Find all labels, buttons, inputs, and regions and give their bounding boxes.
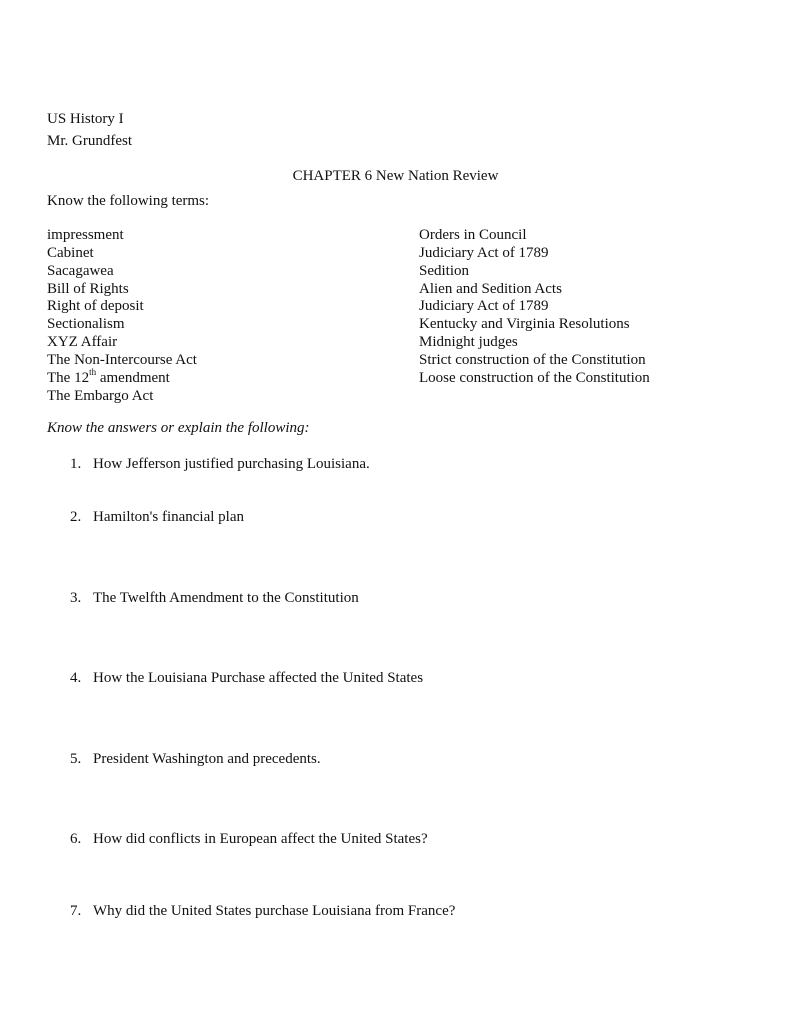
term-item: impressment xyxy=(47,227,124,243)
term-item: The Embargo Act xyxy=(47,387,154,404)
question-number: 7. xyxy=(70,903,82,919)
question-number: 3. xyxy=(70,590,82,606)
question-number: 5. xyxy=(70,751,82,767)
term-item: Loose construction of the Constitution xyxy=(419,369,650,386)
term-item: The Non-Intercourse Act xyxy=(47,351,197,368)
term-item: Alien and Sedition Acts xyxy=(419,280,562,297)
term-item: Strict construction of the Constitution xyxy=(419,351,646,368)
term-item: Midnight judges xyxy=(419,334,518,351)
course-name: US History I xyxy=(47,111,124,127)
question-text: How did conflicts in European affect the United States? xyxy=(93,831,428,847)
term-item: Bill of Rights xyxy=(47,280,129,297)
question-text: The Twelfth Amendment to the Constitution xyxy=(93,590,359,606)
term-item: XYZ Affair xyxy=(47,334,118,351)
term-12th-suffix: amendment xyxy=(96,369,170,386)
term-item-12th-amendment xyxy=(47,366,197,388)
term-item: Right of deposit xyxy=(47,298,144,315)
term-item: Sectionalism xyxy=(47,316,125,333)
question-text: Hamilton's financial plan xyxy=(93,509,244,525)
question-number: 4. xyxy=(70,670,82,686)
page-title: CHAPTER 6 New Nation Review xyxy=(292,168,499,184)
term-item: Orders in Council xyxy=(419,227,527,243)
term-item: Kentucky and Virginia Resolutions xyxy=(419,316,630,333)
teacher-name: Mr. Grundfest xyxy=(47,133,132,149)
term-item: Judiciary Act of 1789 xyxy=(419,298,549,315)
question-item xyxy=(70,508,244,526)
terms-intro: Know the following terms: xyxy=(47,193,210,209)
question-text: How Jefferson justified purchasing Louisiana. xyxy=(93,456,370,472)
terms-right-column xyxy=(419,227,650,388)
question-number: 2. xyxy=(70,509,82,525)
questions-intro: Know the answers or explain the following: xyxy=(47,420,310,436)
question-item xyxy=(70,669,423,687)
term-12th-prefix: The 12 xyxy=(47,369,90,386)
terms-left-column xyxy=(47,227,197,405)
question-text: President Washington and precedents. xyxy=(93,751,321,767)
question-item xyxy=(70,902,455,920)
term-12th-superscript: th xyxy=(89,366,97,377)
term-item: Judiciary Act of 1789 xyxy=(419,244,549,261)
question-number: 6. xyxy=(70,831,82,847)
question-text: Why did the United States purchase Louisiana from France? xyxy=(93,903,456,919)
question-item xyxy=(70,830,428,848)
term-item: Cabinet xyxy=(47,244,94,261)
term-item: Sedition xyxy=(419,262,470,279)
question-item xyxy=(70,750,321,768)
question-number: 1. xyxy=(70,456,82,472)
question-item xyxy=(70,589,359,607)
question-text: How the Louisiana Purchase affected the United States xyxy=(93,670,424,686)
question-item xyxy=(70,455,370,473)
term-item: Sacagawea xyxy=(47,262,114,279)
